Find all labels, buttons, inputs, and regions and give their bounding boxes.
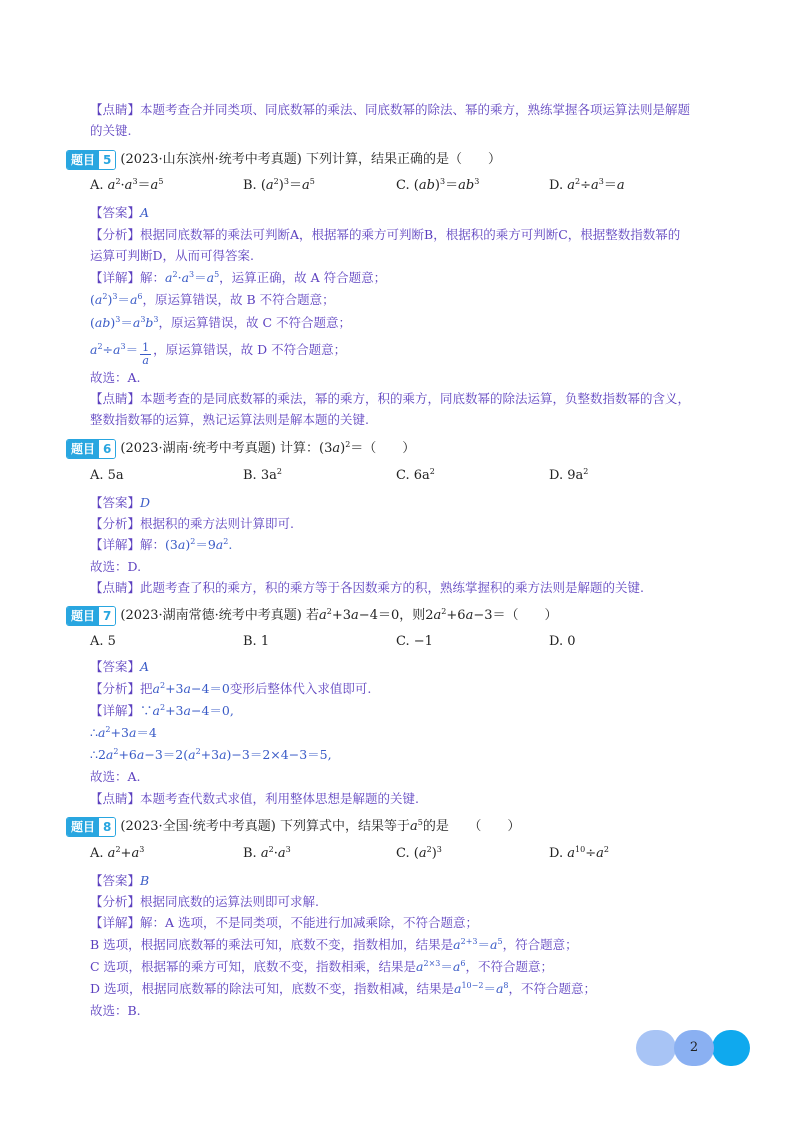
q7-choose: 故选：A. [90, 769, 141, 784]
q8-analysis: 【分析】根据同底数的运算法则即可求解. [90, 894, 319, 909]
q6-comment: 【点睛】此题考查了积的乘方，积的乘方等于各因数乘方的积，熟练掌握积的乘方法则是解题的关键. [90, 580, 644, 595]
question-badge: 题目 7 [66, 606, 116, 626]
q8-answer: 【答案】B [90, 873, 150, 888]
question-8-header: 题目 8 (2023·全国·统考中考真题) 下列算式中，结果等于$a^5$的是 （ ） [66, 817, 520, 837]
option-b: B. $(a^2)^3=a^5$ [243, 177, 315, 193]
page-deco-circle-right [712, 1030, 750, 1066]
question-7-options [90, 632, 750, 652]
question-badge: 题目 8 [66, 817, 116, 837]
option-a: A. $a^2\cdot a^3=a^5$ [90, 177, 164, 193]
option-c: C. −1 [396, 634, 433, 649]
q8-detail-b: B 选项，根据同底数幂的乘法可知，底数不变，指数相加，结果是$a^{2+3}=a^5$，符合题意； [90, 937, 578, 952]
q7-detail-2: $\therefore a^2+3a=4$ [90, 725, 157, 740]
option-a: A. $a^2+a^3$ [90, 845, 145, 861]
q7-detail-1: 【详解】$\because a^2+3a-4=0$, [90, 703, 234, 718]
comment-tag: 【点睛】 [90, 102, 141, 117]
question-6-options [90, 466, 750, 486]
q8-choose: 故选：B. [90, 1003, 141, 1018]
question-5-header [66, 150, 501, 170]
question-badge [66, 150, 116, 170]
option-d: D. $9a^2$ [549, 467, 589, 483]
option-a: A. 5 [90, 634, 116, 649]
question-8-options [90, 844, 750, 864]
q7-comment: 【点睛】本题考查代数式求值，利用整体思想是解题的关键. [90, 791, 419, 806]
question-6-header: 题目 6 (2023·湖南·统考中考真题) 计算：$(3a)^2=$（ ） [66, 439, 415, 459]
q6-analysis: 【分析】根据积的乘方法则计算即可. [90, 516, 294, 531]
option-c: C. $(a^2)^3$ [396, 845, 442, 861]
option-d: D. $a^2\div a^3=a$ [549, 177, 625, 193]
comment-text: 本题考查合并同类项、同底数幂的乘法、同底数幂的除法、幂的乘方，熟练掌握各项运算法则是解题 [140, 102, 691, 117]
badge-number: 5 [99, 151, 115, 169]
answer-value: A [140, 205, 150, 220]
q5-comment-line1: 【点睛】本题考查的是同底数幂的乘法，幂的乘方，积的乘方，同底数幂的除法运算，负整数指数幂的含义， [90, 391, 691, 406]
q5-choose: 故选：A. [90, 370, 141, 385]
option-b: B. $3a^2$ [243, 467, 282, 483]
q6-detail: 【详解】解：$(3a)^2=9a^2$. [90, 537, 233, 552]
q5-answer: 【答案】A [90, 205, 150, 220]
q8-detail-c: C 选项，根据幂的乘方可知，底数不变，指数相乘，结果是$a^{2\times 3}=a^6$，不符合题意； [90, 959, 553, 974]
q6-answer: 【答案】D [90, 495, 151, 510]
option-d: D. 0 [549, 634, 576, 649]
option-b: B. 1 [243, 634, 270, 649]
question-5-options [90, 176, 750, 196]
question-badge: 题目 6 [66, 439, 116, 459]
q8-detail-a: 【详解】解：A 选项，不是同类项，不能进行加减乘除，不符合题意； [90, 915, 479, 930]
q5-detail-4: $a^2\div a^3=$ $\frac{1}{a}$ ，原运算错误，故 D 不符合题意； [90, 341, 347, 367]
q7-answer: 【答案】A [90, 659, 150, 674]
q7-detail-3: $\therefore 2a^2+6a-3=2(a^2+3a)-3=2\times 4-3=5$, [90, 747, 332, 762]
q7-analysis: 【分析】把$a^2+3a-4=0$变形后整体代入求值即可. [90, 681, 372, 696]
q5-detail-2: $(a^2)^3=a^6$，原运算错误，故 B 不符合题意； [90, 292, 335, 307]
question-7-header: 题目 7 (2023·湖南常德·统考中考真题) 若$a^2+3a-4=0$，则$2a^2+6a-3=$（ ） [66, 606, 558, 626]
page-number: 2 [689, 1040, 699, 1055]
q5-analysis-line1: 【分析】根据同底数幂的乘法可判断A，根据幂的乘方可判断B，根据积的乘方可判断C，根据整数指数幂的 [90, 227, 681, 242]
option-a: A. 5a [90, 468, 124, 483]
option-c: C. $6a^2$ [396, 467, 435, 483]
page-deco-circle-left [636, 1030, 676, 1066]
q8-detail-d: D 选项，根据同底数幂的除法可知，底数不变，指数相减，结果是$a^{10-2}=a^8$，不符合题意； [90, 981, 597, 996]
option-c: C. $(ab)^3=ab^3$ [396, 177, 480, 193]
option-d: D. $a^{10}\div a^2$ [549, 845, 609, 861]
q5-detail-3: $(ab)^3=a^3b^3$，原运算错误，故 C 不符合题意； [90, 315, 352, 330]
q5-detail-1: 【详解】解：$a^2\cdot a^3=a^5$，运算正确，故 A 符合题意； [90, 270, 387, 285]
q5-analysis-line2: 运算可判断D，从而可得答案. [90, 248, 254, 263]
intro-comment-line2: 的关键. [90, 123, 132, 138]
q6-choose: 故选：D. [90, 559, 142, 574]
badge-label: 题目 [67, 151, 99, 169]
question-stem: (2023·山东滨州·统考中考真题) 下列计算，结果正确的是（ ） [120, 152, 501, 167]
intro-comment-line1 [90, 100, 730, 120]
q5-comment-line2: 整数指数幂的运算，熟记运算法则是解本题的关键. [90, 412, 369, 427]
option-b: B. $a^2\cdot a^3$ [243, 845, 291, 861]
